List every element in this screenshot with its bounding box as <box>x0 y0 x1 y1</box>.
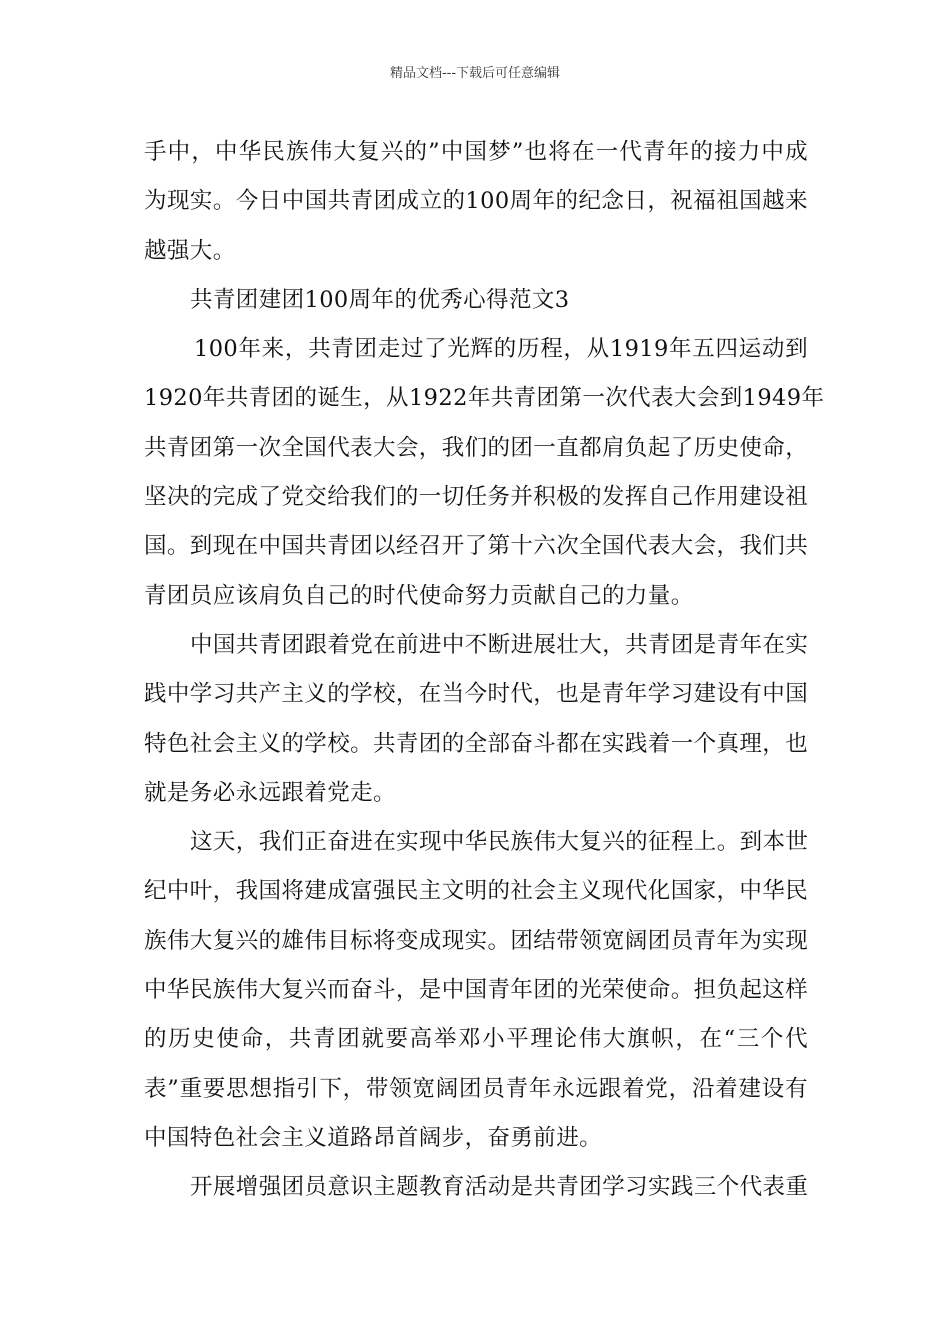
text-line: 纪中叶，我国将建成富强民主文明的社会主义现代化国家，中华民 <box>144 878 809 905</box>
text-line: 践中学习共产主义的学校，在当今时代，也是青年学习建设有中国 <box>144 681 809 708</box>
text-line: 开展增强团员意识主题教育活动是共青团学习实践三个代表重 <box>190 1174 809 1201</box>
text-line: 手中，中华民族伟大复兴的”中国梦”也将在一代青年的接力中成 <box>144 139 808 165</box>
section-heading: 共青团建团100周年的优秀心得范文3 <box>190 286 570 313</box>
text-line: 共青团第一次全国代表大会，我们的团一直都肩负起了历史使命， <box>144 434 809 461</box>
text-line: 1920年共青团的诞生，从1922年共青团第一次代表大会到1949年 <box>144 385 825 412</box>
text-line: 表”重要思想指引下，带领宽阔团员青年永远跟着党，沿着建设有 <box>144 1075 808 1102</box>
page-header: 精品文档---下载后可任意编辑 <box>389 66 561 81</box>
text-line: 特色社会主义的学校。共青团的全部奋斗都在实践着一个真理，也 <box>144 730 809 757</box>
text-line: 国。到现在中国共青团以经召开了第十六次全国代表大会，我们共 <box>144 533 809 560</box>
text-line: 中国共青团跟着党在前进中不断进展壮大，共青团是青年在实 <box>190 631 809 658</box>
text-line: 族伟大复兴的雄伟目标将变成现实。团结带领宽阔团员青年为实现 <box>144 927 809 954</box>
text-line: 100年来，共青团走过了光辉的历程，从1919年五四运动到 <box>194 336 808 363</box>
text-line: 中华民族伟大复兴而奋斗，是中国青年团的光荣使命。担负起这样 <box>144 977 809 1004</box>
text-line: 中国特色社会主义道路昂首阔步，奋勇前进。 <box>144 1124 603 1151</box>
text-line: 坚决的完成了党交给我们的一切任务并积极的发挥自己作用建设祖 <box>144 484 809 511</box>
text-line: 为现实。今日中国共青团成立的100周年的纪念日，祝福祖国越来 <box>144 188 808 215</box>
text-line: 就是务必永远跟着党走。 <box>144 779 396 806</box>
text-line: 这天，我们正奋进在实现中华民族伟大复兴的征程上。到本世 <box>190 829 809 856</box>
text-line: 青团员应该肩负自己的时代使命努力贡献自己的力量。 <box>144 582 694 609</box>
text-line: 越强大。 <box>144 237 236 264</box>
text-line: 的历史使命，共青团就要高举邓小平理论伟大旗帜，在“三个代 <box>144 1026 808 1053</box>
document-body <box>144 134 825 1219</box>
